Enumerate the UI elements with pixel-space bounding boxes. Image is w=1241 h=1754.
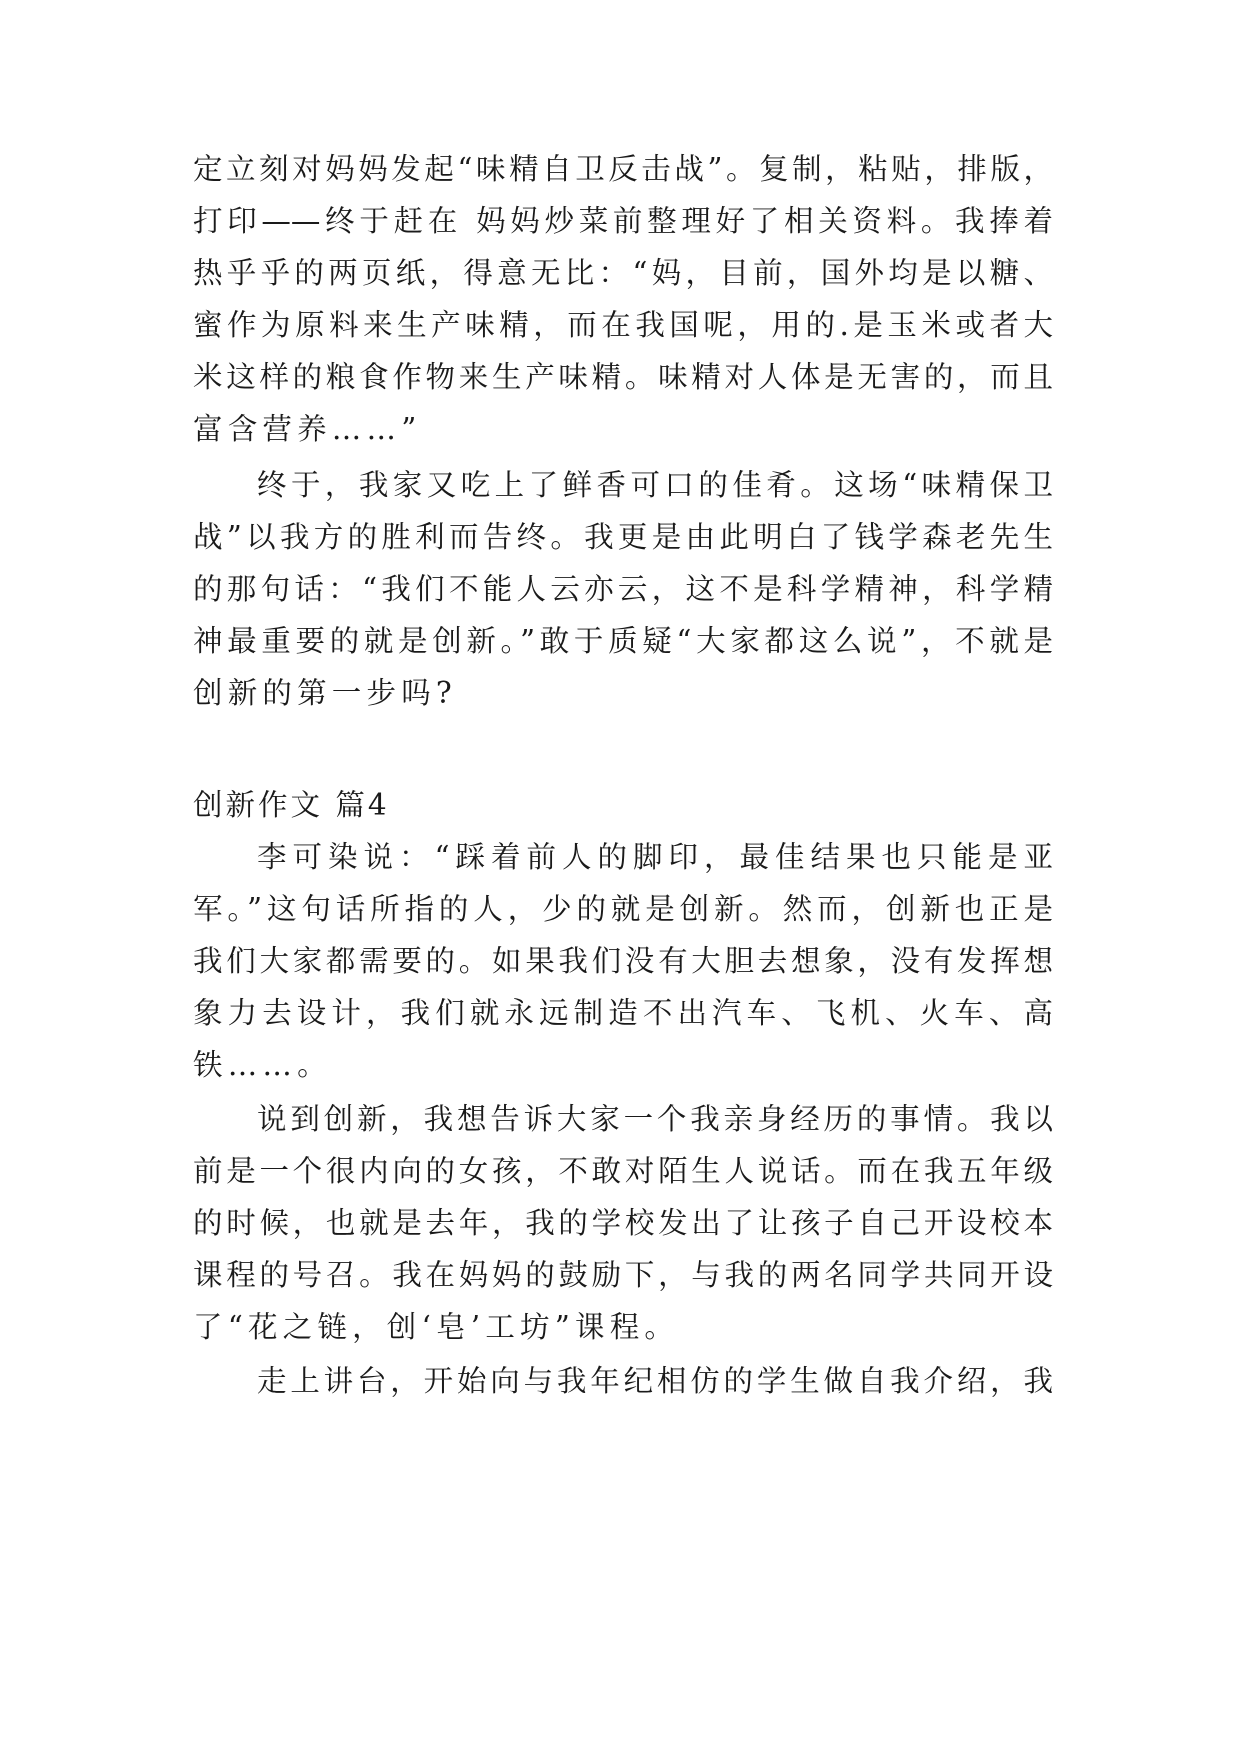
paragraph-1-line-6: 富含营养……” — [193, 412, 422, 446]
paragraph-2-line-5: 创新的第一步吗? — [193, 676, 457, 710]
paragraph-1-line-2: 打印——终于赶在 妈妈炒菜前整理好了相关资料。我捧着 — [193, 204, 1053, 238]
paragraph-2-line-2: 战”以我方的胜利而告终。我更是由此明白了钱学森老先生 — [193, 520, 1053, 554]
paragraph-4-line-4: 课程的号召。我在妈妈的鼓励下，与我的两名同学共同开设 — [193, 1258, 1053, 1292]
paragraph-3-line-1: 李可染说：“踩着前人的脚印，最佳结果也只能是亚 — [257, 840, 1053, 874]
paragraph-2-line-1: 终于，我家又吃上了鲜香可口的佳肴。这场“味精保卫 — [257, 468, 1053, 502]
paragraph-1-line-5: 米这样的粮食作物来生产味精。味精对人体是无害的，而且 — [193, 360, 1053, 394]
paragraph-5-line-1: 走上讲台，开始向与我年纪相仿的学生做自我介绍，我 — [257, 1364, 1053, 1398]
paragraph-3-line-3: 我们大家都需要的。如果我们没有大胆去想象，没有发挥想 — [193, 944, 1053, 978]
section-heading: 创新作文 篇4 — [193, 788, 390, 822]
paragraph-4-line-2: 前是一个很内向的女孩，不敢对陌生人说话。而在我五年级 — [193, 1154, 1053, 1188]
paragraph-3-line-2: 军。”这句话所指的人，少的就是创新。然而，创新也正是 — [193, 892, 1053, 926]
paragraph-2-line-3: 的那句话：“我们不能人云亦云，这不是科学精神，科学精 — [193, 572, 1053, 606]
paragraph-1-line-3: 热乎乎的两页纸，得意无比：“妈，目前，国外均是以糖、 — [193, 256, 1053, 290]
paragraph-3-line-5: 铁……。 — [193, 1048, 332, 1082]
paragraph-3-line-4: 象力去设计，我们就永远制造不出汽车、飞机、火车、高 — [193, 996, 1053, 1030]
paragraph-2-line-4: 神最重要的就是创新。”敢于质疑“大家都这么说”，不就是 — [193, 624, 1053, 658]
paragraph-4-line-1: 说到创新，我想告诉大家一个我亲身经历的事情。我以 — [257, 1102, 1053, 1136]
paragraph-4-line-5: 了“花之链，创‘皂’工坊”课程。 — [193, 1310, 680, 1344]
paragraph-4-line-3: 的时候，也就是去年，我的学校发出了让孩子自己开设校本 — [193, 1206, 1053, 1240]
paragraph-1-line-4: 蜜作为原料来生产味精，而在我国呢，用的.是玉米或者大 — [193, 308, 1053, 342]
paragraph-1-line-1: 定立刻对妈妈发起“味精自卫反击战”。复制，粘贴，排版， — [193, 152, 1053, 186]
